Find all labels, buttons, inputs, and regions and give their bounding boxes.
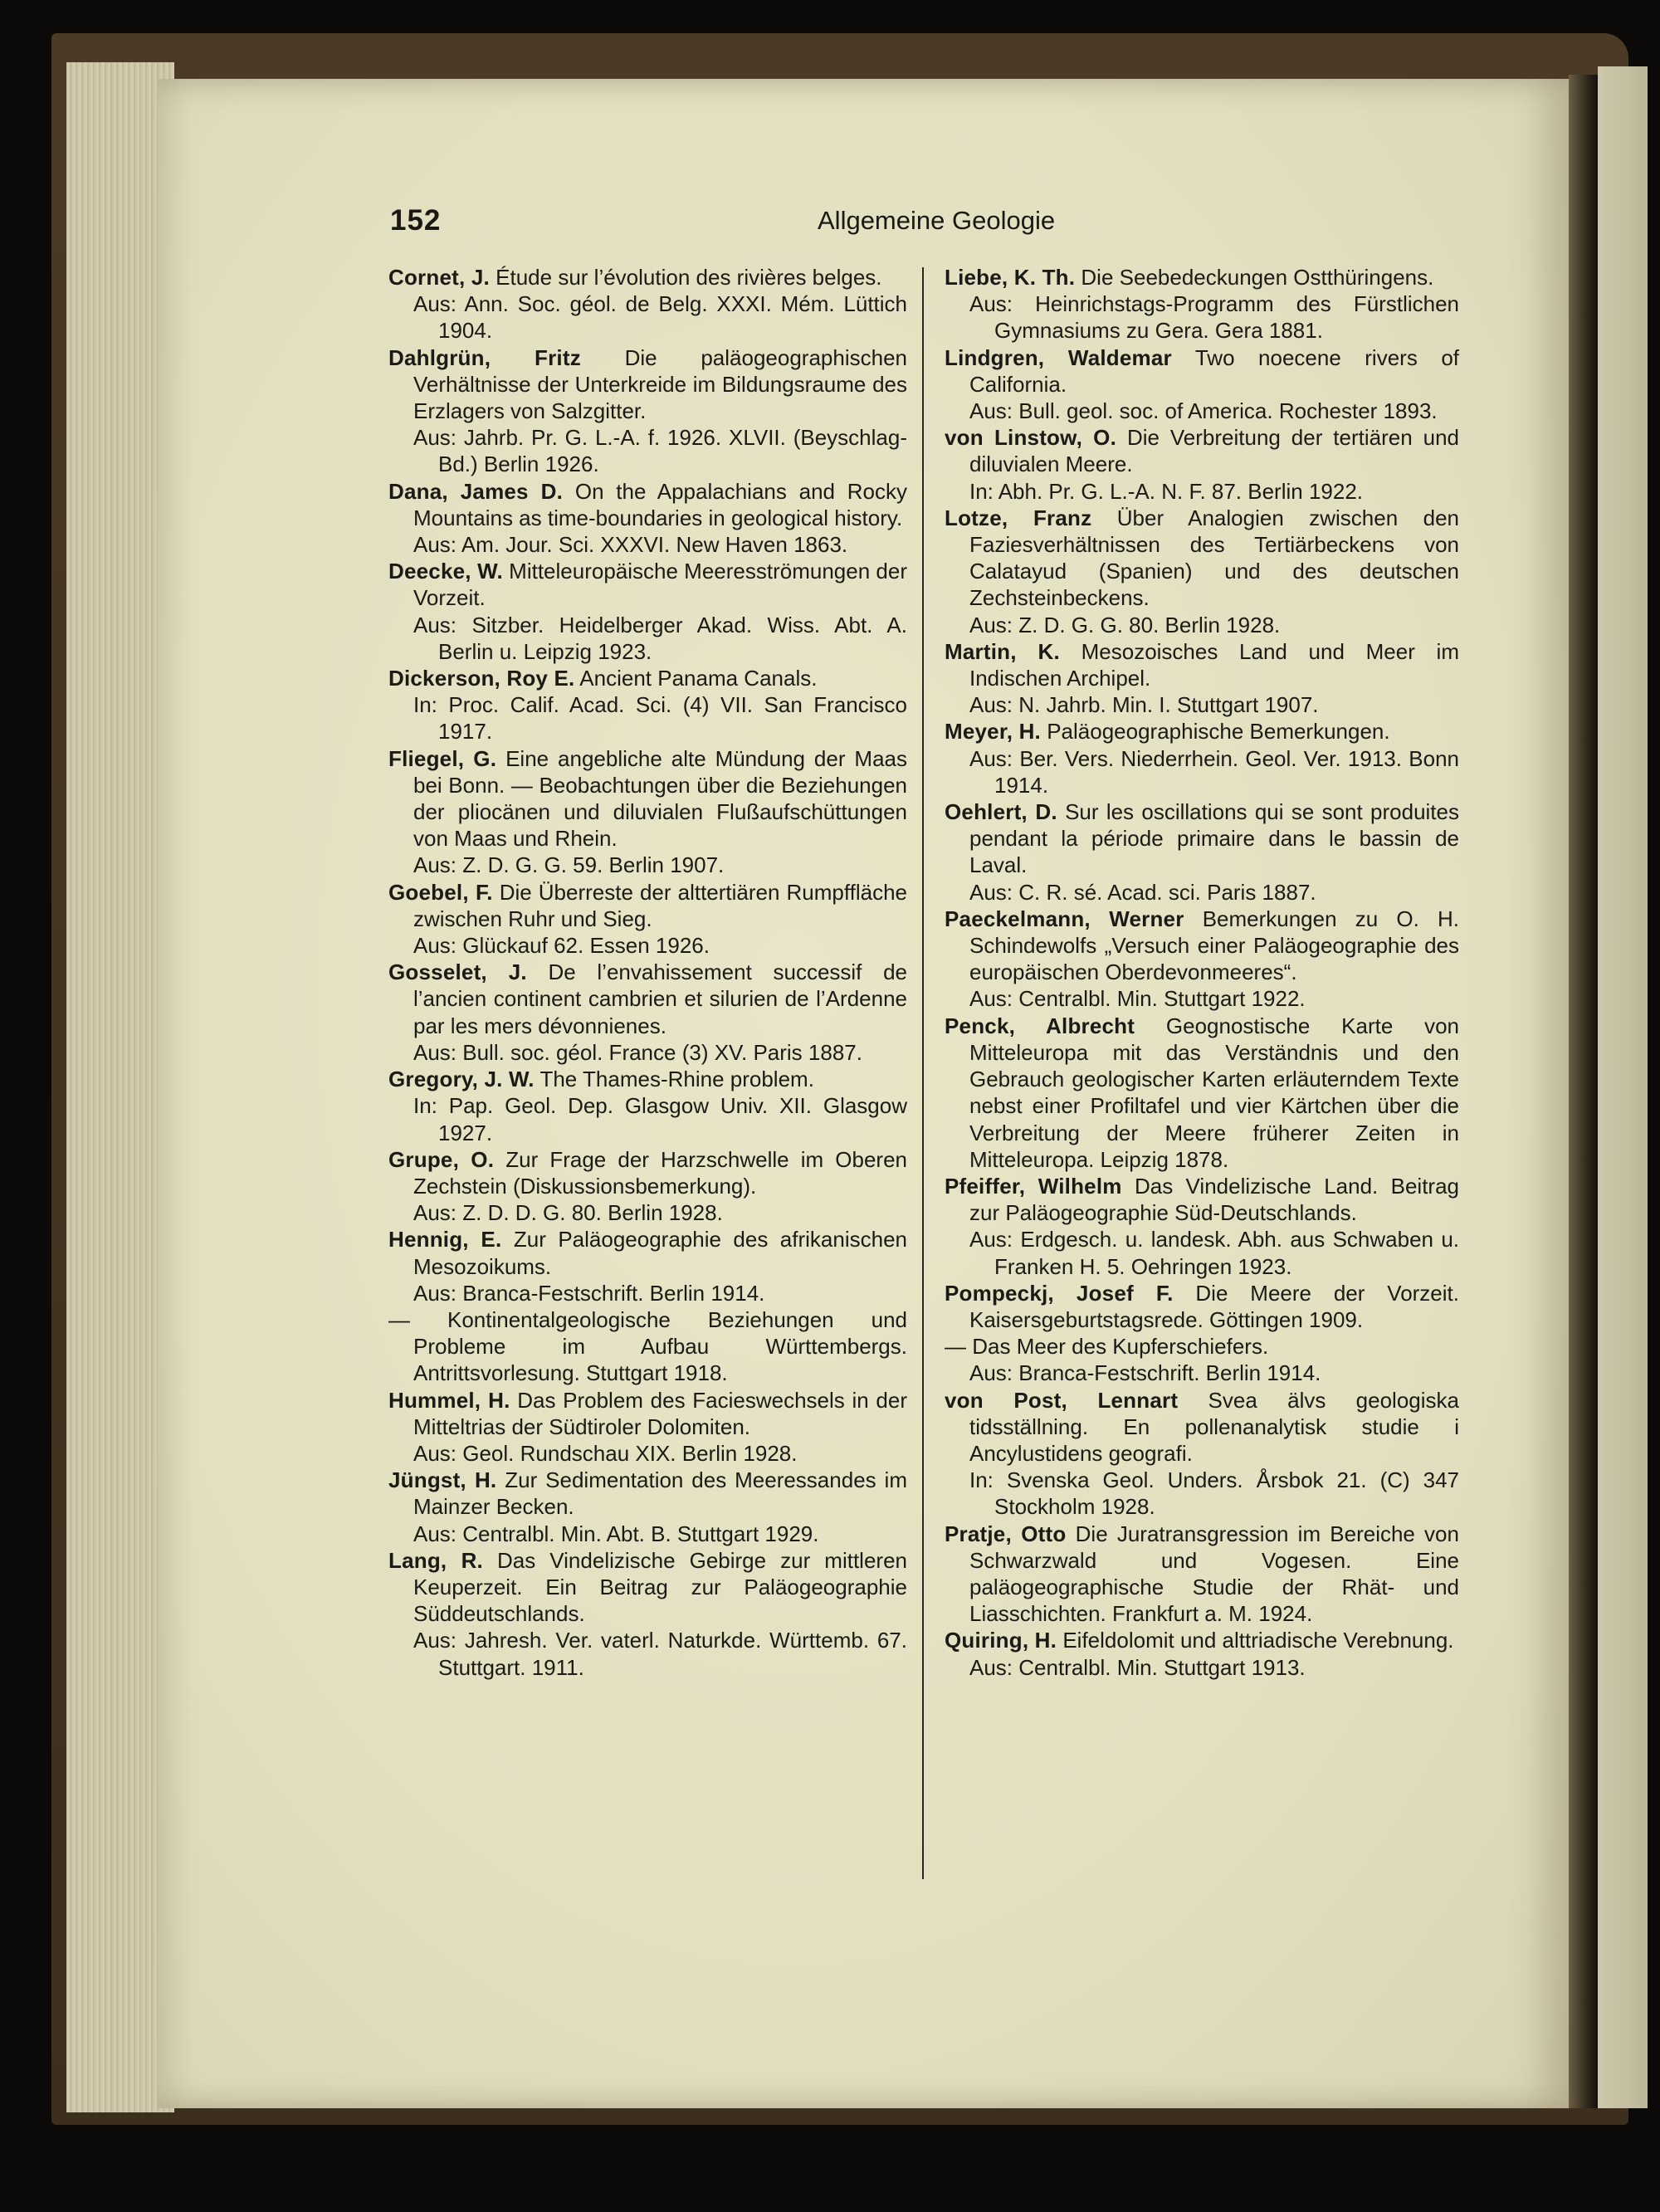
bibliography-entry	[388, 558, 907, 665]
entry-title: De l’envahissement successif de l’ancien continent cambrien et silurien de l’Ardenne par les mers dévonnienes.	[413, 960, 907, 1038]
bibliography-entry	[388, 1146, 907, 1227]
entry-dash: —	[388, 1306, 410, 1332]
entry-author: Cornet, J.	[388, 265, 490, 290]
entry-source: In: Abh. Pr. G. L.-A. N. F. 87. Berlin 1922.	[969, 478, 1364, 504]
left-column	[388, 264, 907, 1681]
page-number: 152	[390, 204, 442, 237]
bibliography-entry	[945, 1521, 1459, 1628]
entry-author: Fliegel, G.	[388, 745, 497, 771]
bibliography-entry	[388, 665, 907, 745]
entry-author: Lindgren, Waldemar	[945, 344, 1172, 370]
entry-source: Aus: Z. D. D. G. 80. Berlin 1928.	[413, 1200, 723, 1226]
bibliography-entry	[945, 1173, 1459, 1280]
entry-title: Zur Paläogeographie des afrikanischen Mesozoikums.	[413, 1227, 907, 1279]
entry-source: Aus: Glückauf 62. Essen 1926.	[413, 933, 710, 959]
entry-source: In: Proc. Calif. Acad. Sci. (4) VII. San Francisco 1917.	[413, 692, 907, 745]
entry-source: Aus: Jahrb. Pr. G. L.-A. f. 1926. XLVII. (Beyschlag-Bd.) Berlin 1926.	[413, 425, 907, 477]
bibliography-entry	[388, 344, 907, 478]
entry-title: Die Verbreitung der tertiären und diluvialen Meere.	[969, 425, 1459, 477]
bibliography-entry	[945, 1013, 1459, 1173]
entry-author: Liebe, K. Th.	[945, 265, 1076, 290]
entry-dash: —	[945, 1334, 966, 1360]
entry-title: Geognostische Karte von Mitteleuropa mit das Verständnis und den Gebrauch geologischer Karten erläuterndem Texte nebst einer Profiltafel und vier Kärtchen über die Verbreitung der Meere früherer Zeiten in Mitteleuropa. Leipzig 1878.	[969, 1013, 1459, 1172]
entry-title: Eifeldolomit und alttriadische Verebnung.	[1062, 1628, 1454, 1653]
entry-author: Martin, K.	[945, 638, 1060, 664]
bibliography-entry	[945, 638, 1459, 719]
entry-title: Eine angebliche alte Mündung der Maas bei Bonn. — Beobachtungen über die Beziehungen der pliocänen und diluvialen Flußaufschüttungen von Maas und Rhein.	[413, 745, 907, 852]
bibliography-entry	[945, 344, 1459, 425]
entry-source: Aus: Z. D. G. G. 80. Berlin 1928.	[969, 612, 1281, 637]
entry-title: Das Meer des Kupferschiefers.	[972, 1334, 1269, 1360]
entry-title: Ancient Panama Canals.	[579, 666, 818, 691]
entry-source: Aus: Sitzber. Heidelberger Akad. Wiss. Abt. A. Berlin u. Leipzig 1923.	[413, 612, 907, 664]
entry-title: Die Überreste der alttertiären Rumpffläche zwischen Ruhr und Sieg.	[413, 879, 907, 931]
bibliography-entry	[945, 1280, 1459, 1333]
entry-title: Two noecene rivers of California.	[969, 344, 1459, 397]
entry-author: Dickerson, Roy E.	[388, 666, 575, 691]
entry-source: Aus: Branca-Festschrift. Berlin 1914.	[969, 1360, 1321, 1386]
entry-author: Pompeckj, Josef F.	[945, 1280, 1174, 1306]
entry-author: Meyer, H.	[945, 719, 1041, 745]
bibliography-entry	[945, 1333, 1459, 1386]
entry-author: Pfeiffer, Wilhelm	[945, 1173, 1122, 1199]
bibliography-entry	[388, 1066, 907, 1146]
entry-title: Zur Frage der Harzschwelle im Oberen Zechstein (Diskussionsbemerkung).	[413, 1146, 907, 1199]
entry-title: Die Meere der Vorzeit. Kaisersgeburtstagsrede. Göttingen 1909.	[969, 1280, 1459, 1332]
entry-source: Aus: Bull. soc. géol. France (3) XV. Paris 1887.	[413, 1039, 862, 1065]
entry-author: Dana, James D.	[388, 478, 564, 504]
entry-title: Die Seebedeckungen Ostthüringens.	[1081, 265, 1434, 290]
entry-title: Das Vindelizische Gebirge zur mittleren Keuperzeit. Ein Beitrag zur Paläogeographie Süddeutschlands.	[413, 1547, 907, 1627]
entry-author: Gregory, J. W.	[388, 1067, 535, 1092]
entry-author: Quiring, H.	[945, 1628, 1057, 1653]
bibliography-entry	[945, 718, 1459, 798]
entry-author: Paeckelmann, Werner	[945, 906, 1184, 931]
entry-author: Hummel, H.	[388, 1387, 510, 1413]
entry-title: The Thames-Rhine problem.	[540, 1067, 814, 1092]
entry-title: Étude sur l’évolution des rivières belges.	[496, 265, 882, 290]
entry-title: On the Appalachians and Rocky Mountains as time-boundaries in geological history.	[413, 478, 907, 530]
entry-title: Kontinentalgeologische Beziehungen und Probleme im Aufbau Württembergs. Antrittsvorlesung. Stuttgart 1918.	[413, 1306, 907, 1386]
column-rule	[922, 267, 924, 1879]
bibliography-entry	[945, 1387, 1459, 1521]
entry-author: Deecke, W.	[388, 559, 503, 584]
bibliography-entry	[388, 1547, 907, 1681]
entry-title: Das Vindelizische Land. Beitrag zur Paläogeographie Süd-Deutschlands.	[969, 1173, 1459, 1226]
entry-author: Gosselet, J.	[388, 960, 527, 985]
entry-title: Svea älvs geologiska tidsställning. En pollenanalytisk studie i Ancylustidens geografi.	[969, 1387, 1459, 1466]
entry-source: Aus: Centralbl. Min. Stuttgart 1922.	[969, 986, 1306, 1012]
entry-author: Lang, R.	[388, 1547, 483, 1573]
bibliography-entry	[945, 505, 1459, 638]
entry-source: Aus: C. R. sé. Acad. sci. Paris 1887.	[969, 879, 1316, 905]
entry-author: Goebel, F.	[388, 879, 493, 905]
entry-author: von Linstow, O.	[945, 425, 1116, 451]
entry-source: Aus: Ber. Vers. Niederrhein. Geol. Ver. 1913. Bonn 1914.	[969, 745, 1459, 798]
right-column	[945, 264, 1459, 1681]
entry-source: Aus: Heinrichstags-Programm des Fürstlichen Gymnasiums zu Gera. Gera 1881.	[969, 291, 1459, 344]
bibliography-entry	[388, 1226, 907, 1306]
entry-title: Sur les oscillations qui se sont produites pendant la période primaire dans le bassin de Laval.	[969, 799, 1459, 878]
entry-source: Aus: Geol. Rundschau XIX. Berlin 1928.	[413, 1440, 798, 1466]
bibliography-entry	[945, 798, 1459, 906]
running-title: Allgemeine Geologie	[818, 206, 1056, 235]
entry-title: Die paläogeographischen Verhältnisse der Unterkreide im Bildungsraume des Erzlagers von Salzgitter.	[413, 344, 907, 424]
bibliography-entry	[388, 959, 907, 1066]
bibliography-entry	[388, 1387, 907, 1467]
entry-author: Pratje, Otto	[945, 1521, 1067, 1546]
entry-author: Oehlert, D.	[945, 799, 1057, 825]
entry-source: Aus: Bull. geol. soc. of America. Rochester 1893.	[969, 398, 1438, 424]
bibliography-entry	[945, 906, 1459, 1013]
entry-source: Aus: Centralbl. Min. Abt. B. Stuttgart 1929.	[413, 1521, 819, 1546]
entry-author: von Post, Lennart	[945, 1387, 1179, 1413]
entry-author: Dahlgrün, Fritz	[388, 344, 581, 370]
gutter-fold	[1569, 75, 1602, 2108]
entry-author: Lotze, Franz	[945, 505, 1092, 530]
entry-author: Jüngst, H.	[388, 1467, 497, 1493]
bibliography-entry	[945, 1627, 1459, 1680]
entry-source: Aus: Erdgesch. u. landesk. Abh. aus Schwaben u. Franken H. 5. Oehringen 1923.	[969, 1227, 1459, 1279]
bibliography-entry	[388, 478, 907, 559]
bibliography-entry	[945, 424, 1459, 505]
entry-source: Aus: Jahresh. Ver. vaterl. Naturkde. Württemb. 67. Stuttgart. 1911.	[413, 1628, 907, 1680]
entry-title: Bemerkungen zu O. H. Schindewolfs „Versuch einer Paläogeographie des europäischen Oberdevonmeeres“.	[969, 906, 1459, 985]
entry-source: In: Pap. Geol. Dep. Glasgow Univ. XII. Glasgow 1927.	[413, 1093, 907, 1145]
bibliography-entry	[388, 264, 907, 344]
bibliography-entry	[388, 879, 907, 960]
entry-source: In: Svenska Geol. Unders. Årsbok 21. (C) 347 Stockholm 1928.	[969, 1467, 1459, 1520]
bibliography-entry	[388, 745, 907, 879]
entry-title: Mitteleuropäische Meeresströmungen der Vorzeit.	[413, 559, 908, 611]
bibliography-entry	[945, 264, 1459, 344]
running-head	[0, 204, 1660, 241]
bibliography-entry	[388, 1467, 907, 1547]
entry-source: Aus: Z. D. G. G. 59. Berlin 1907.	[413, 852, 725, 878]
next-page-sliver	[1598, 66, 1648, 2108]
entry-title: Zur Sedimentation des Meeressandes im Mainzer Becken.	[413, 1467, 907, 1520]
entry-title: Mesozoisches Land und Meer im Indischen Archipel.	[969, 638, 1459, 691]
entry-author: Hennig, E.	[388, 1227, 502, 1252]
entry-source: Aus: Branca-Festschrift. Berlin 1914.	[413, 1280, 765, 1306]
entry-source: Aus: Centralbl. Min. Stuttgart 1913.	[969, 1654, 1306, 1680]
bibliography-entry	[388, 1306, 907, 1387]
entry-title: Die Juratransgression im Bereiche von Schwarzwald und Vogesen. Eine paläogeographische Studie der Rhät- und Liasschichten. Frankfurt a. M. 1924.	[969, 1521, 1459, 1627]
entry-source: Aus: Am. Jour. Sci. XXXVI. New Haven 1863.	[413, 532, 848, 558]
entry-author: Grupe, O.	[388, 1146, 495, 1172]
entry-title: Das Problem des Facieswechsels in der Mitteltrias der Südtiroler Dolomiten.	[413, 1387, 907, 1439]
entry-author: Penck, Albrecht	[945, 1013, 1135, 1038]
entry-title: Paläogeographische Bemerkungen.	[1047, 719, 1390, 745]
entry-title: Über Analogien zwischen den Faziesverhältnissen des Tertiärbeckens von Calatayud (Spanien) und des deutschen Zechsteinbeckens.	[969, 505, 1459, 611]
entry-source: Aus: Ann. Soc. géol. de Belg. XXXI. Mém. Lüttich 1904.	[413, 291, 907, 344]
entry-source: Aus: N. Jahrb. Min. I. Stuttgart 1907.	[969, 692, 1319, 718]
